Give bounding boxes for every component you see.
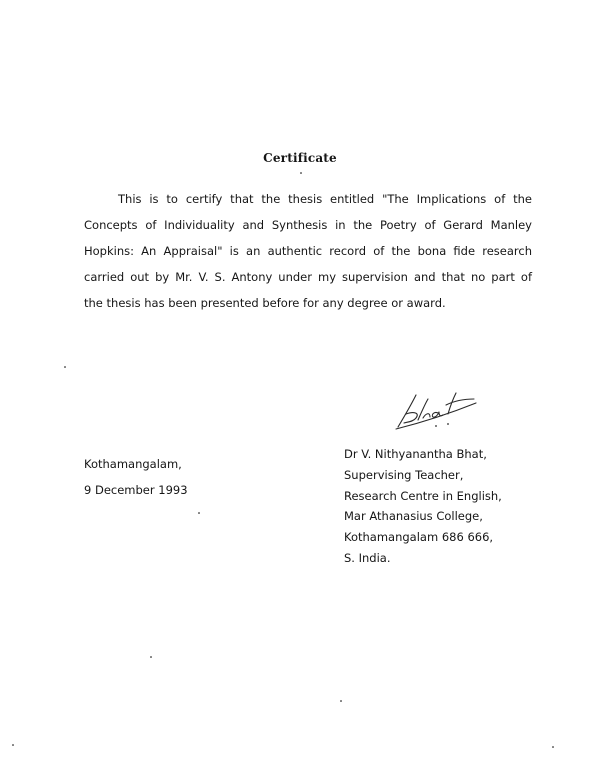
place: Kothamangalam, (84, 457, 182, 471)
date: 9 December 1993 (84, 483, 188, 497)
body-line-2: Concepts of Individuality and Synthesis in the Poetry of Gerard Manley (84, 218, 532, 232)
certificate-title: Certificate (263, 151, 337, 165)
body-line-3: Hopkins: An Appraisal" is an authentic record of the bona fide research (84, 244, 532, 258)
supervisor-role: Supervising Teacher, (344, 467, 464, 482)
body-line-5: the thesis has been presented before for any degree or award. (84, 296, 446, 310)
body-line-1: This is to certify that the thesis entitled "The Implications of the (118, 192, 532, 206)
supervisor-name: Dr V. Nithyanantha Bhat, (344, 447, 487, 461)
supervisor-address (344, 444, 502, 569)
scan-speck (552, 746, 554, 748)
supervisor-city: Kothamangalam 686 666, (344, 530, 494, 545)
supervisor-college: Mar Athanasius College, (344, 509, 483, 524)
certificate-body (84, 186, 532, 316)
scan-speck (150, 656, 152, 658)
scan-speck (340, 700, 342, 702)
scan-speck (198, 512, 200, 514)
scan-speck (64, 366, 66, 368)
handwritten-signature (392, 387, 480, 433)
body-line-4: carried out by Mr. V. S. Antony under my supervision and that no part of (84, 270, 532, 284)
place-date-block (84, 451, 188, 503)
supervisor-department: Research Centre in English, (344, 488, 502, 503)
supervisor-country: S. India. (344, 550, 391, 565)
scan-speck (12, 744, 14, 746)
scan-speck (300, 172, 302, 174)
